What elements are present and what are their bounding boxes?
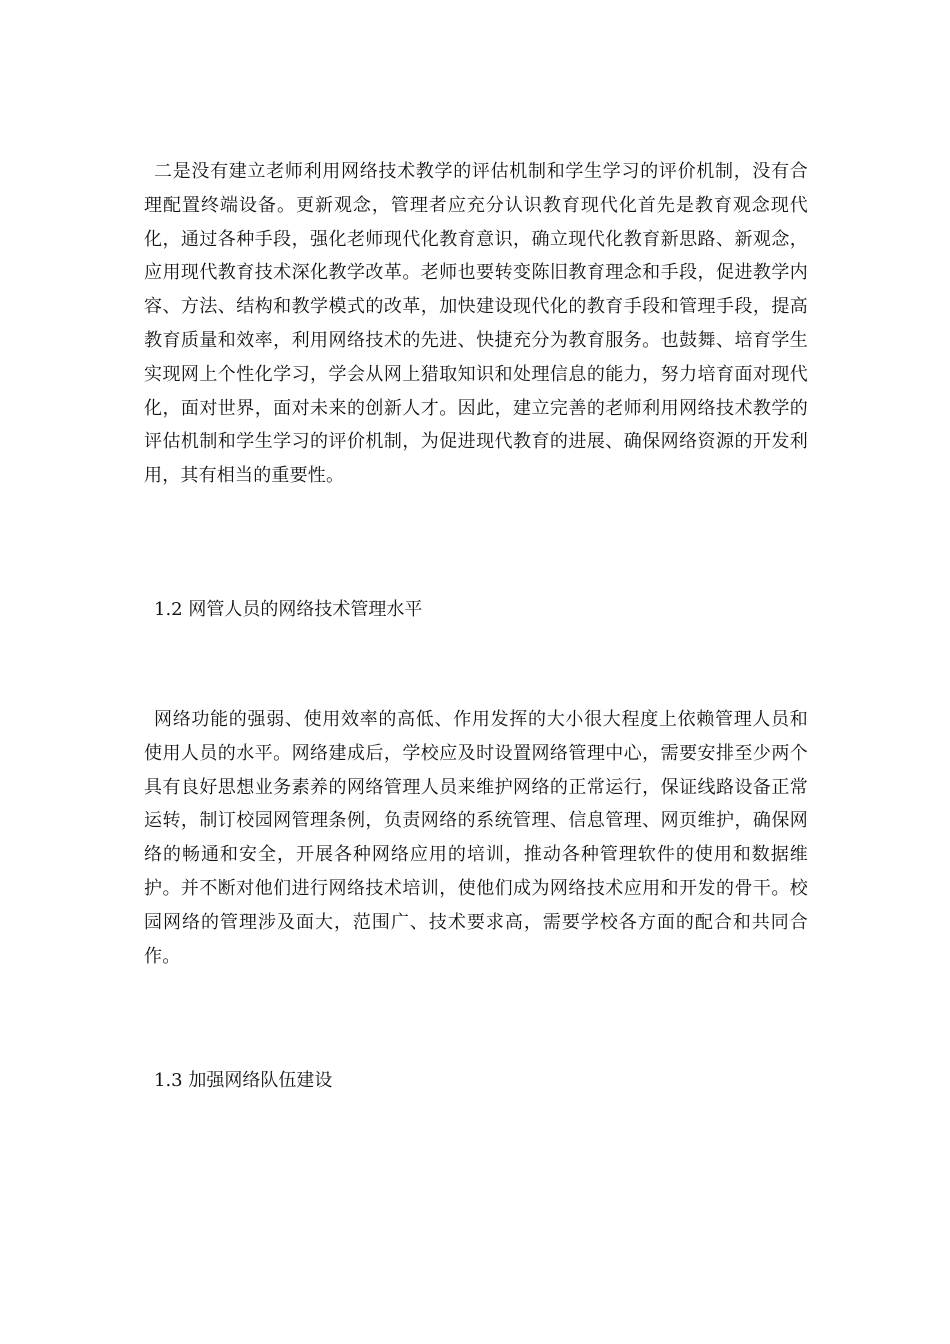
section-heading-1-2: 1.2 网管人员的网络技术管理水平 — [154, 599, 423, 620]
section-heading-1-3: 1.3 加强网络队伍建设 — [154, 1070, 333, 1091]
body-paragraph: 二是没有建立老师利用网络技术教学的评估机制和学生学习的评价机制，没有合理配置终端设备。更新观念，管理者应充分认识教育现代化首先是教育观念现代化，通过各种手段，强化老师现代化教育意识，确立现代化教育新思路、新观念，应用现代教育技术深化教学改革。老师也要转变陈旧教育理念和手段，促进教学内容、方法、结构和教学模式的改革，加快建设现代化的教育手段和管理手段，提高教育质量和效率，利用网络技术的先进、快捷充分为教育服务。也鼓舞、培育学生实现网上个性化学习，学会从网上猎取知识和处理信息的能力，努力培育面对现代化，面对世界，面对未来的创新人才。因此，建立完善的老师利用网络技术教学的评估机制和学生学习的评价机制，为促进现代教育的进展、确保网络资源的开发利用，其有相当的重要性。 — [144, 161, 808, 487]
body-paragraph: 网络功能的强弱、使用效率的高低、作用发挥的大小很大程度上依赖管理人员和使用人员的水平。网络建成后，学校应及时设置网络管理中心，需要安排至少两个具有良好思想业务素养的网络管理人员来维护网络的正常运行，保证线路设备正常运转，制订校园网管理条例，负责网络的系统管理、信息管理、网页维护，确保网络的畅通和安全，开展各种网络应用的培训，推动各种管理软件的使用和数据维护。并不断对他们进行网络技术培训，使他们成为网络技术应用和开发的骨干。校园网络的管理涉及面大，范围广、技术要求高，需要学校各方面的配合和共同合作。 — [144, 709, 808, 967]
